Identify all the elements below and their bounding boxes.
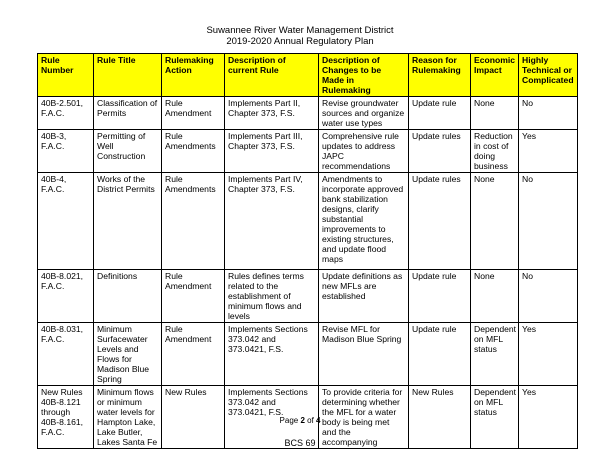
cell-rule-title: Minimum Surfacewater Levels and Flows for Madison Blue Spring [94, 323, 162, 386]
cell-reason: Update rule [409, 323, 471, 386]
cell-rule-title: Classification of Permits [94, 97, 162, 130]
header-highly-technical: Highly Technical or Complicated [519, 54, 578, 97]
cell-highly-technical: No [519, 173, 578, 270]
page-number [0, 416, 600, 425]
cell-rulemaking-action: Rule Amendment [162, 270, 225, 323]
cell-rule-number: 40B-4, F.A.C. [38, 173, 94, 270]
cell-rule-number: 40B-3, F.A.C. [38, 130, 94, 173]
cell-changes: Amendments to incorporate approved bank stabilization designs, clarify substantial improvements to existing structures, and update flood maps [319, 173, 409, 270]
cell-rule-title: Permitting of Well Construction [94, 130, 162, 173]
cell-rulemaking-action: Rule Amendments [162, 130, 225, 173]
document-title: Suwannee River Water Management District [206, 25, 394, 36]
cell-rule-title: Minimum flows or minimum water levels for Hampton Lake, Lake Butler, Lakes Santa Fe [94, 386, 162, 449]
header-reason: Reason for Rulemaking [409, 54, 471, 97]
page-of: of [304, 416, 317, 425]
page-current: 2 [300, 416, 305, 425]
cell-economic-impact: None [471, 270, 519, 323]
page-prefix: Page [279, 416, 301, 425]
cell-changes: Revise groundwater sources and organize water use types [319, 97, 409, 130]
table-row [38, 323, 578, 386]
cell-current-rule: Rules defines terms related to the establishment of minimum flows and levels [225, 270, 319, 323]
cell-changes: To provide criteria for determining whether the MFL for a water body is being met and the accompanying [319, 386, 409, 449]
header-description-current-rule: Description of current Rule [225, 54, 319, 97]
cell-economic-impact: None [471, 173, 519, 270]
cell-reason: Update rules [409, 173, 471, 270]
cell-reason: New Rules [409, 386, 471, 449]
cell-reason: Update rule [409, 270, 471, 323]
cell-changes: Comprehensive rule updates to address JAPC recommendations [319, 130, 409, 173]
document-code: BCS 69 [284, 438, 316, 448]
cell-highly-technical: Yes [519, 386, 578, 449]
cell-reason: Update rules [409, 130, 471, 173]
cell-rulemaking-action: Rule Amendment [162, 323, 225, 386]
cell-economic-impact: Dependent on MFL status [471, 386, 519, 449]
cell-changes: Update definitions as new MFLs are established [319, 270, 409, 323]
cell-rule-number: 40B-8.021, F.A.C. [38, 270, 94, 323]
table-row [38, 130, 578, 173]
cell-rule-title: Works of the District Permits [94, 173, 162, 270]
cell-highly-technical: No [519, 97, 578, 130]
cell-economic-impact: None [471, 97, 519, 130]
header-rule-title: Rule Title [94, 54, 162, 97]
cell-reason: Update rule [409, 97, 471, 130]
cell-current-rule: Implements Sections 373.042 and 373.0421, F.S. [225, 323, 319, 386]
cell-current-rule: Implements Part IV, Chapter 373, F.S. [225, 173, 319, 270]
header-rule-number: Rule Number [38, 54, 94, 97]
cell-highly-technical: No [519, 270, 578, 323]
cell-rulemaking-action: Rule Amendment [162, 97, 225, 130]
header-economic-impact: Economic Impact [471, 54, 519, 97]
header-description-changes: Description of Changes to be Made in Rulemaking [319, 54, 409, 97]
header-rulemaking-action: Rulemaking Action [162, 54, 225, 97]
cell-current-rule: Implements Part II, Chapter 373, F.S. [225, 97, 319, 130]
cell-rule-number: New Rules 40B-8.121 through 40B-8.161, F.A.C. [38, 386, 94, 449]
header-row [38, 54, 578, 97]
cell-current-rule: Implements Sections 373.042 and 373.0421, F.S. [225, 386, 319, 449]
cell-rulemaking-action: New Rules [162, 386, 225, 449]
cell-highly-technical: Yes [519, 130, 578, 173]
cell-rule-title: Definitions [94, 270, 162, 323]
cell-changes: Revise MFL for Madison Blue Spring [319, 323, 409, 386]
cell-highly-technical: Yes [519, 323, 578, 386]
table-row [38, 173, 578, 270]
cell-economic-impact: Reduction in cost of doing business [471, 130, 519, 173]
document-subtitle: 2019-2020 Annual Regulatory Plan [226, 36, 374, 47]
cell-economic-impact: Dependent on MFL status [471, 323, 519, 386]
cell-rulemaking-action: Rule Amendments [162, 173, 225, 270]
page-total: 4 [316, 416, 321, 425]
cell-rule-number: 40B-8.031, F.A.C. [38, 323, 94, 386]
table-row [38, 97, 578, 130]
table-row [38, 270, 578, 323]
regulatory-plan-table [37, 53, 578, 449]
cell-rule-number: 40B-2.501, F.A.C. [38, 97, 94, 130]
cell-current-rule: Implements Part III, Chapter 373, F.S. [225, 130, 319, 173]
